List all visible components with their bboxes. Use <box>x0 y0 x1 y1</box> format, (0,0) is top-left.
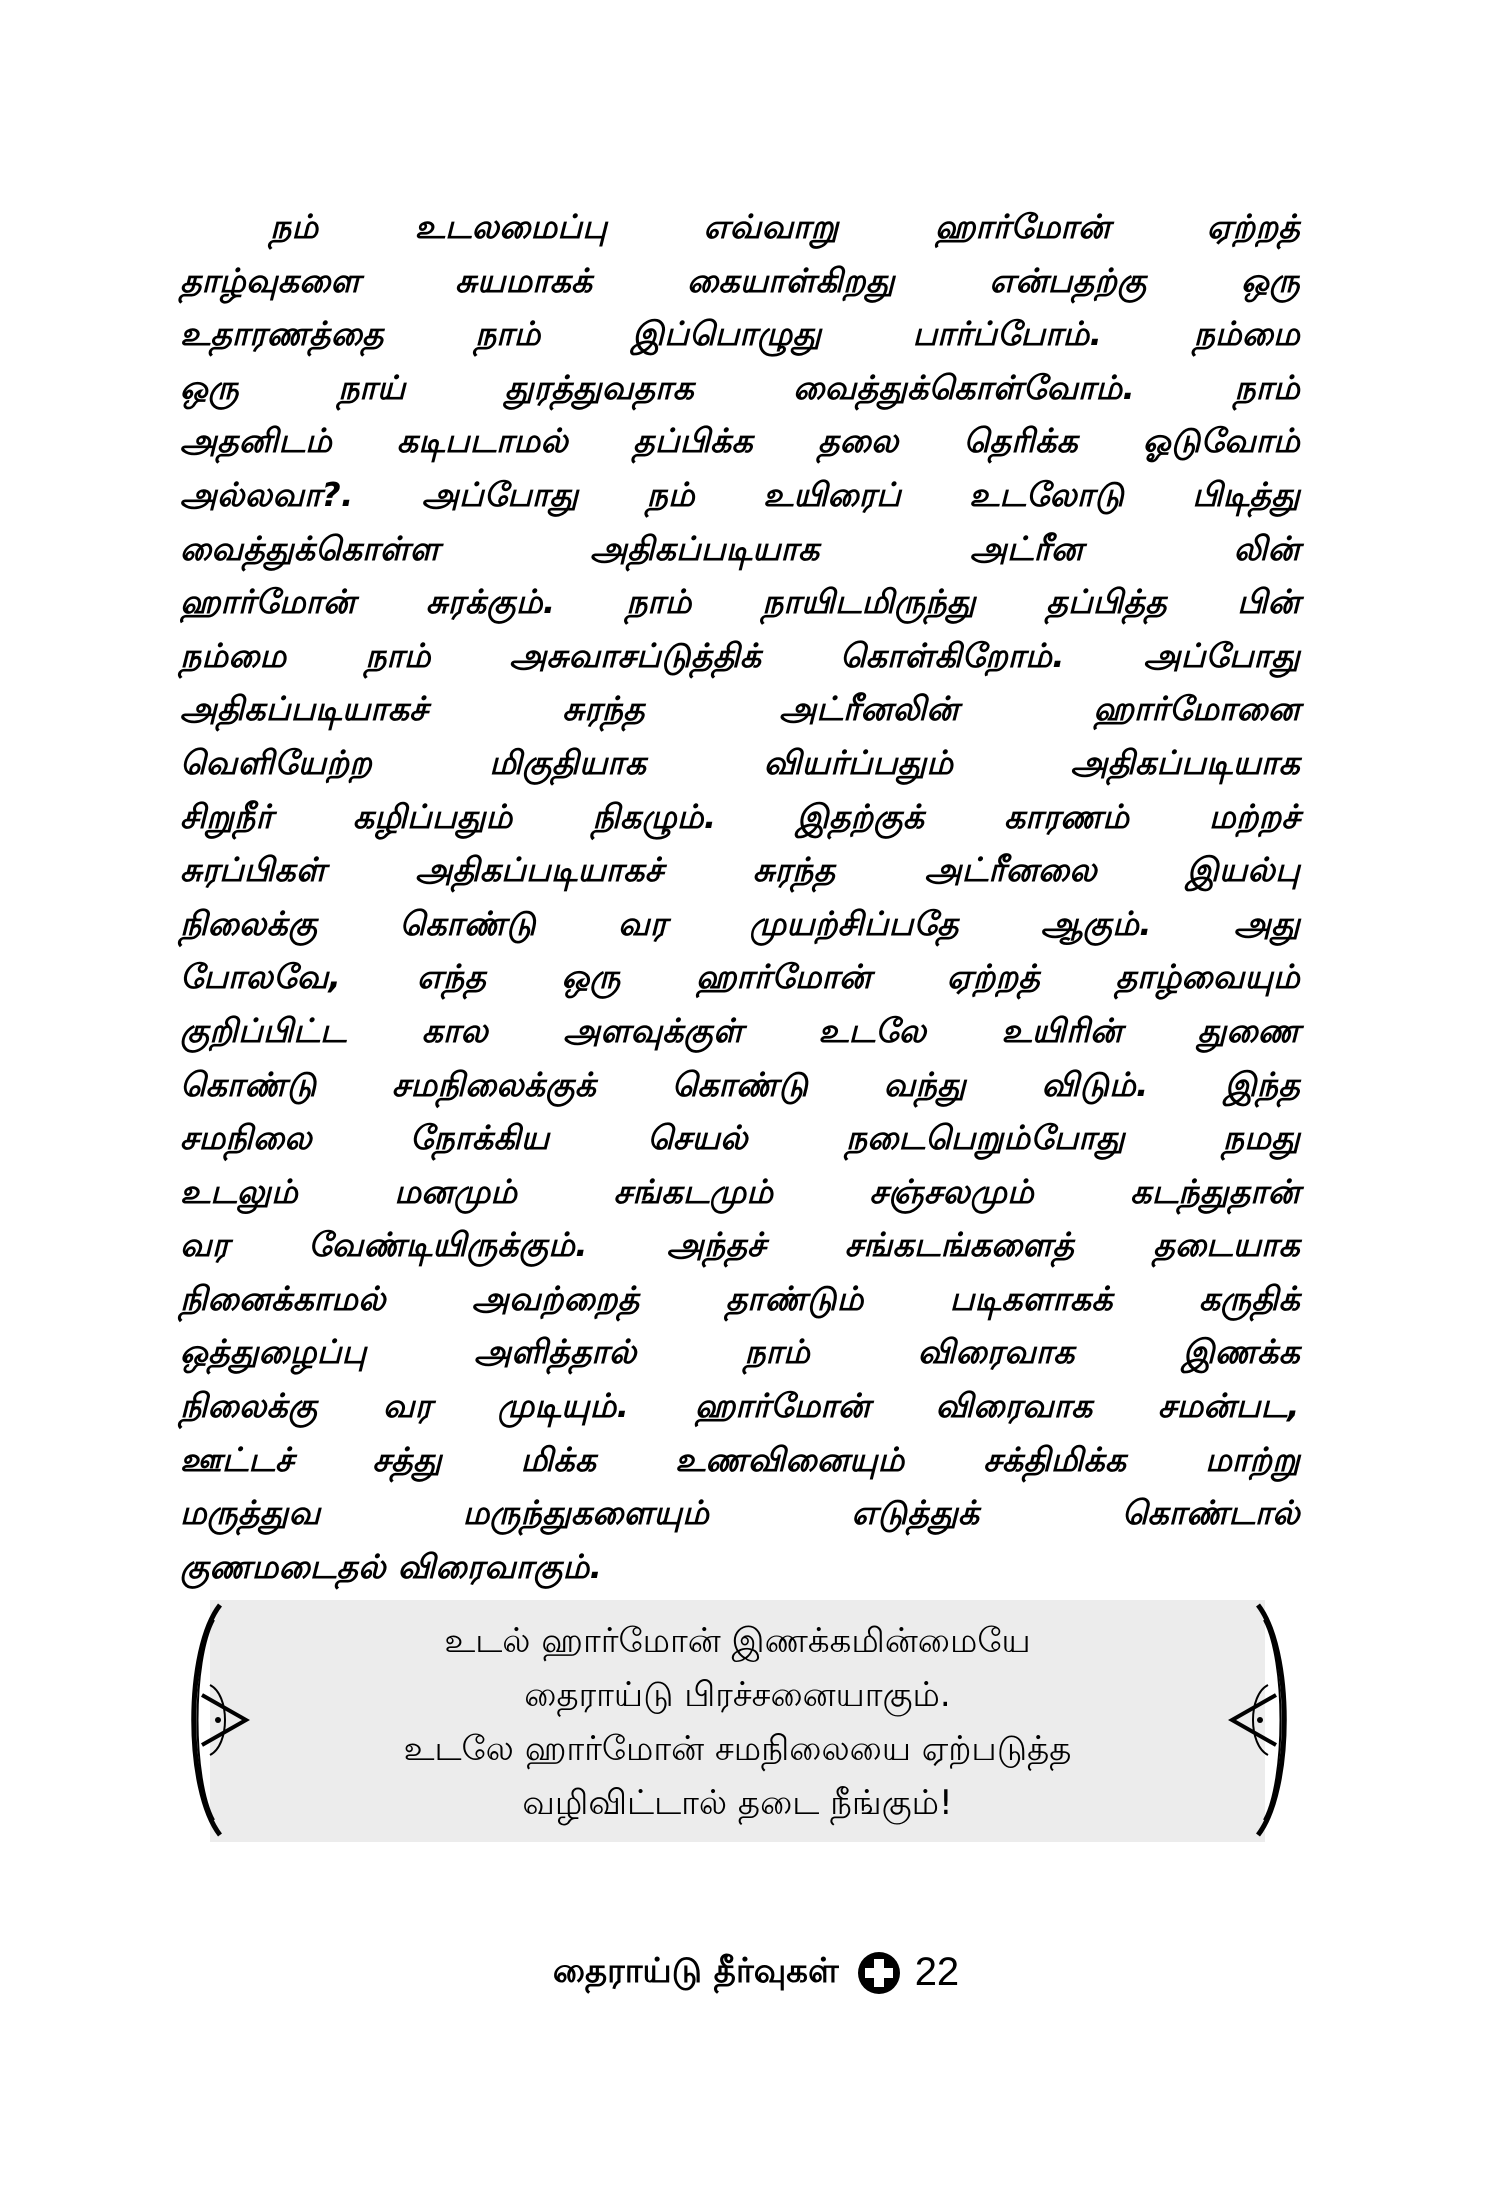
paragraph-line: வைத்துக்கொள்ள அதிகப்படியாக அட்ரீன லின் <box>180 528 1300 568</box>
paragraph-line: தாழ்வுகளை சுயமாகக் கையாள்கிறது என்பதற்கு ஒரு <box>180 260 1300 300</box>
left-ornament-icon <box>180 1600 250 1840</box>
book-title: தைராய்டு தீர்வுகள் <box>552 1950 839 1991</box>
paragraph-line: நம் உடலமைப்பு எவ்வாறு ஹார்மோன் ஏற்றத் <box>270 207 1300 246</box>
quote-text <box>210 1614 1265 1830</box>
paragraph-line: வெளியேற்ற மிகுதியாக வியர்ப்பதும் அதிகப்படியாக <box>180 742 1300 782</box>
highlight-quote-box <box>210 1600 1265 1842</box>
paragraph-line: அதிகப்படியாகச் சுரந்த அட்ரீனலின் ஹார்மோனை <box>180 689 1300 729</box>
right-ornament-icon <box>1228 1600 1298 1840</box>
paragraph-line: அதனிடம் கடிபடாமல் தப்பிக்க தலை தெரிக்க ஓடுவோம் <box>180 421 1300 461</box>
quote-line: தைராய்டு பிரச்சனையாகும். <box>524 1675 951 1715</box>
quote-line: உடலே ஹார்மோன் சமநிலையை ஏற்படுத்த <box>403 1729 1072 1769</box>
paragraph-line: அல்லவா?. அப்போது நம் உயிரைப் உடலோடு பிடித்து <box>180 474 1300 514</box>
quote-line: வழிவிட்டால் தடை நீங்கும்! <box>522 1783 953 1823</box>
paragraph-line: சிறுநீர் கழிப்பதும் நிகழும். இதற்குக் காரணம் மற்றச் <box>180 796 1300 836</box>
paragraph-line: சுரப்பிகள் அதிகப்படியாகச் சுரந்த அட்ரீனலை இயல்பு <box>180 850 1300 890</box>
page-number: 22 <box>914 1950 960 1994</box>
paragraph-line: நினைக்காமல் அவற்றைத் தாண்டும் படிகளாகக் கருதிக் <box>180 1278 1300 1318</box>
paragraph-line: நம்மை நாம் அசுவாசப்டுத்திக் கொள்கிறோம். அப்போது <box>180 635 1300 675</box>
paragraph-line: ஹார்மோன் சுரக்கும். நாம் நாயிடமிருந்து தப்பித்த பின் <box>180 582 1300 622</box>
cross-circle-icon <box>857 1951 901 1995</box>
body-paragraph <box>180 200 1300 1593</box>
page-footer <box>0 1950 1512 1995</box>
paragraph-line: நிலைக்கு கொண்டு வர முயற்சிப்பதே ஆகும். அது <box>180 903 1300 943</box>
paragraph-line: குறிப்பிட்ட கால அளவுக்குள் உடலே உயிரின் துணை <box>180 1010 1300 1050</box>
paragraph-line: மருத்துவ மருந்துகளையும் எடுத்துக் கொண்டால் <box>180 1493 1300 1533</box>
paragraph-line: உடலும் மனமும் சங்கடமும் சஞ்சலமும் கடந்துதான் <box>180 1171 1300 1211</box>
quote-line: உடல் ஹார்மோன் இணக்கமின்மையே <box>444 1621 1031 1661</box>
paragraph-line: நிலைக்கு வர முடியும். ஹார்மோன் விரைவாக சமன்பட, <box>180 1386 1300 1426</box>
paragraph-line: ஊட்டச் சத்து மிக்க உணவினையும் சக்திமிக்க மாற்று <box>180 1439 1300 1479</box>
paragraph-line: கொண்டு சமநிலைக்குக் கொண்டு வந்து விடும். இந்த <box>180 1064 1300 1104</box>
paragraph-line: வர வேண்டியிருக்கும். அந்தச் சங்கடங்களைத் தடையாக <box>180 1225 1300 1265</box>
paragraph-line: உதாரணத்தை நாம் இப்பொழுது பார்ப்போம். நம்மை <box>180 314 1300 354</box>
paragraph-line: ஒரு நாய் துரத்துவதாக வைத்துக்கொள்வோம். நாம் <box>180 367 1300 407</box>
paragraph-line: ஒத்துழைப்பு அளித்தால் நாம் விரைவாக இணக்க <box>180 1332 1300 1372</box>
paragraph-line: போலவே, எந்த ஒரு ஹார்மோன் ஏற்றத் தாழ்வையும் <box>180 957 1300 997</box>
paragraph-line: சமநிலை நோக்கிய செயல் நடைபெறும்போது நமது <box>180 1118 1300 1158</box>
paragraph-line: குணமடைதல் விரைவாகும். <box>180 1546 603 1586</box>
